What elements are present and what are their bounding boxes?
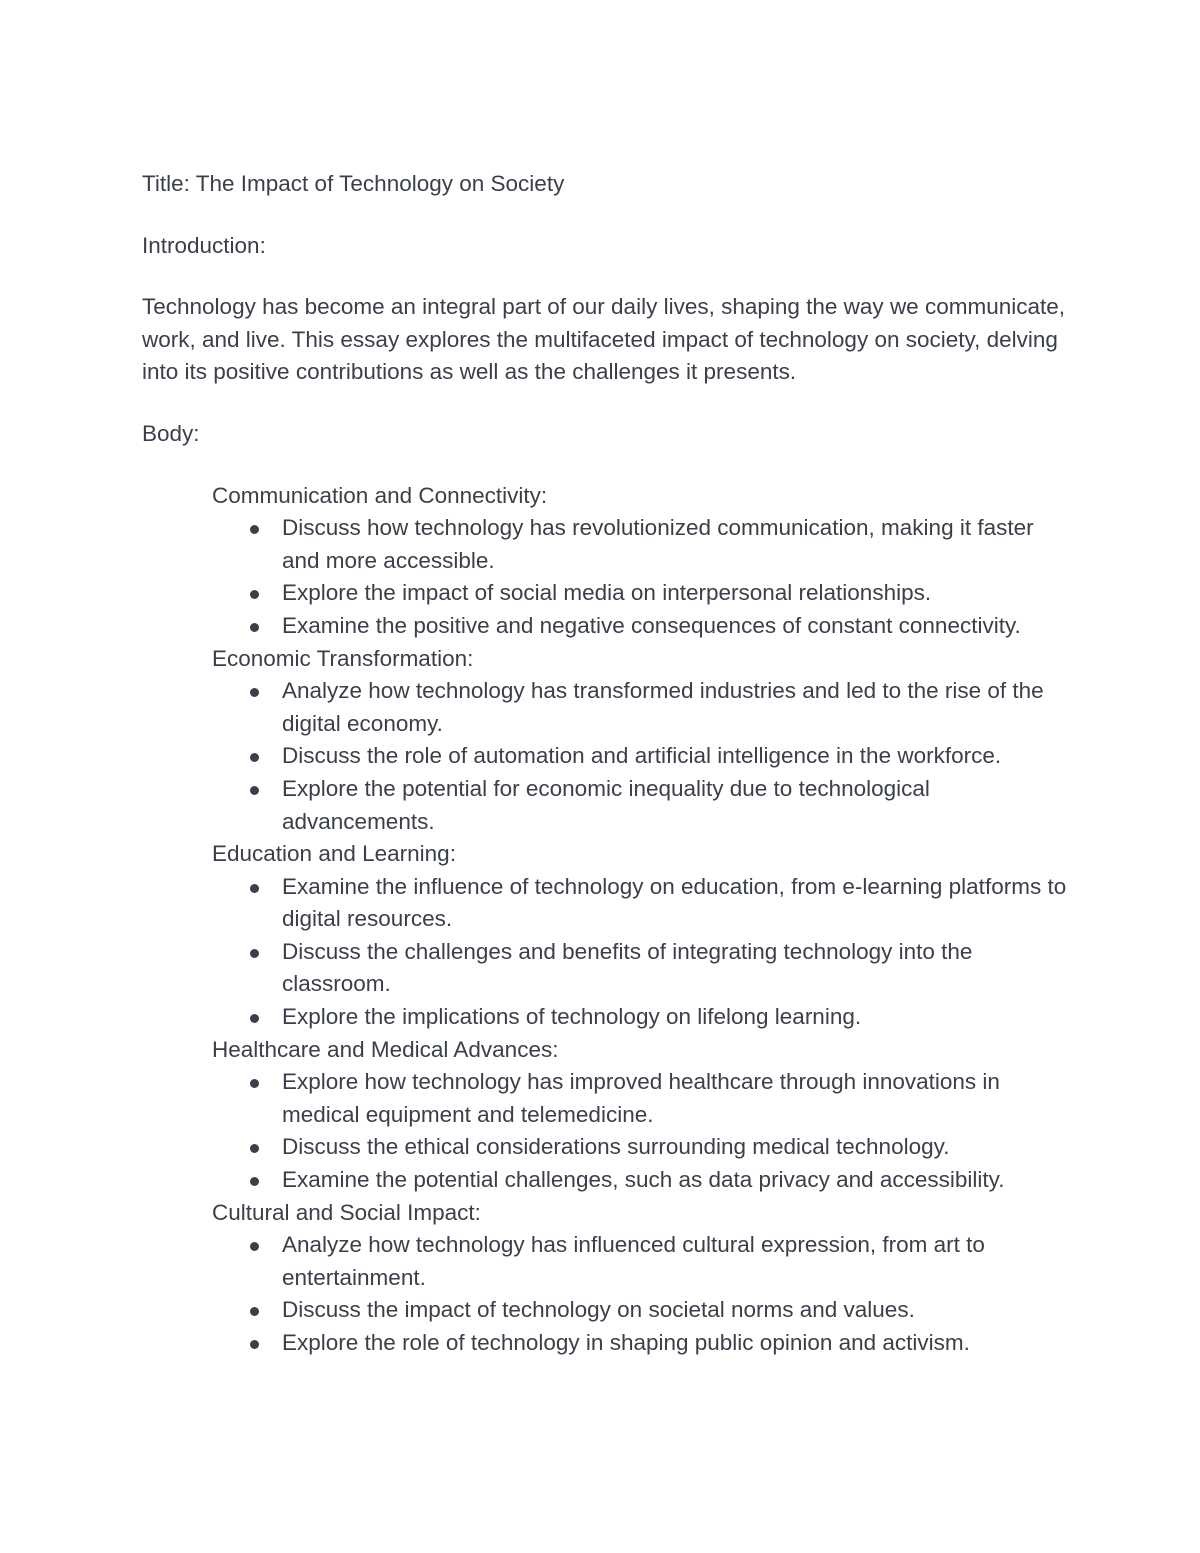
list-item [282, 675, 1072, 740]
bullet-icon [250, 1340, 259, 1349]
bullet-icon [250, 1177, 259, 1186]
list-item-text: Explore the implications of technology on lifelong learning. [282, 1004, 862, 1030]
section [212, 643, 1072, 839]
list-item [282, 871, 1072, 936]
document-page [142, 168, 1072, 1360]
bullet-icon [250, 525, 259, 534]
bullet-list [212, 871, 1072, 1034]
section-heading: Economic Transformation: [212, 645, 474, 671]
list-item [282, 610, 1072, 643]
bullet-icon [250, 1014, 259, 1023]
bullet-icon [250, 1242, 259, 1251]
section [212, 1197, 1072, 1360]
body-sections [212, 480, 1072, 1360]
bullet-icon [250, 1079, 259, 1088]
list-item-text: Discuss the role of automation and artificial intelligence in the workforce. [282, 743, 1002, 769]
document-title: Title: The Impact of Technology on Society [142, 171, 565, 196]
introduction-heading: Introduction: [142, 232, 266, 258]
list-item-text: Explore the role of technology in shaping public opinion and activism. [282, 1330, 970, 1355]
section-heading: Healthcare and Medical Advances: [212, 1036, 559, 1062]
list-item-text: Analyze how technology has influenced cultural expression, from art to entertainment. [282, 1232, 985, 1290]
list-item [282, 1164, 1072, 1197]
list-item [282, 1294, 1072, 1327]
list-item [282, 1001, 1072, 1034]
body-heading: Body: [142, 420, 200, 446]
list-item [282, 1066, 1072, 1131]
list-item-text: Explore the potential for economic inequality due to technological advancements. [282, 775, 930, 834]
bullet-list [212, 512, 1072, 642]
list-item-text: Examine the potential challenges, such as data privacy and accessibility. [282, 1167, 1005, 1193]
bullet-icon [250, 1144, 259, 1153]
list-item-text: Explore the impact of social media on interpersonal relationships. [282, 580, 932, 606]
section-heading: Education and Learning: [212, 841, 456, 867]
bullet-icon [250, 949, 259, 958]
list-item-text: Discuss the challenges and benefits of integrating technology into the classroom. [282, 938, 973, 997]
section [212, 480, 1072, 643]
list-item-text: Examine the positive and negative consequences of constant connectivity. [282, 612, 1021, 638]
bullet-icon [250, 688, 259, 697]
list-item [282, 773, 1072, 838]
list-item-text: Discuss how technology has revolutionized communication, making it faster and more accessible. [282, 515, 1034, 573]
list-item [282, 936, 1072, 1001]
bullet-icon [250, 753, 259, 762]
section [212, 838, 1072, 1034]
list-item-text: Discuss the impact of technology on societal norms and values. [282, 1297, 915, 1323]
introduction-paragraph: Technology has become an integral part of our daily lives, shaping the way we communicate, work, and live. This essay explores the multifaceted impact of technology on society, delving into its positive contributions as well as the challenges it presents. [142, 294, 1066, 385]
bullet-list [212, 675, 1072, 838]
list-item [282, 577, 1072, 610]
bullet-list [212, 1229, 1072, 1359]
list-item-text: Explore how technology has improved healthcare through innovations in medical equipment and telemedicine. [282, 1069, 1000, 1127]
list-item-text: Analyze how technology has transformed industries and led to the rise of the digital economy. [282, 678, 1044, 736]
list-item-text: Discuss the ethical considerations surrounding medical technology. [282, 1134, 950, 1160]
list-item [282, 512, 1072, 577]
section-heading: Cultural and Social Impact: [212, 1199, 481, 1225]
bullet-icon [250, 623, 259, 632]
list-item [282, 1327, 1072, 1360]
bullet-icon [250, 590, 259, 599]
bullet-icon [250, 884, 259, 893]
list-item [282, 740, 1072, 773]
bullet-list [212, 1066, 1072, 1196]
list-item [282, 1229, 1072, 1294]
bullet-icon [250, 786, 259, 795]
section [212, 1034, 1072, 1197]
bullet-icon [250, 1307, 259, 1316]
list-item [282, 1131, 1072, 1164]
list-item-text: Examine the influence of technology on education, from e-learning platforms to digital resources. [282, 873, 1067, 932]
section-heading: Communication and Connectivity: [212, 482, 548, 508]
